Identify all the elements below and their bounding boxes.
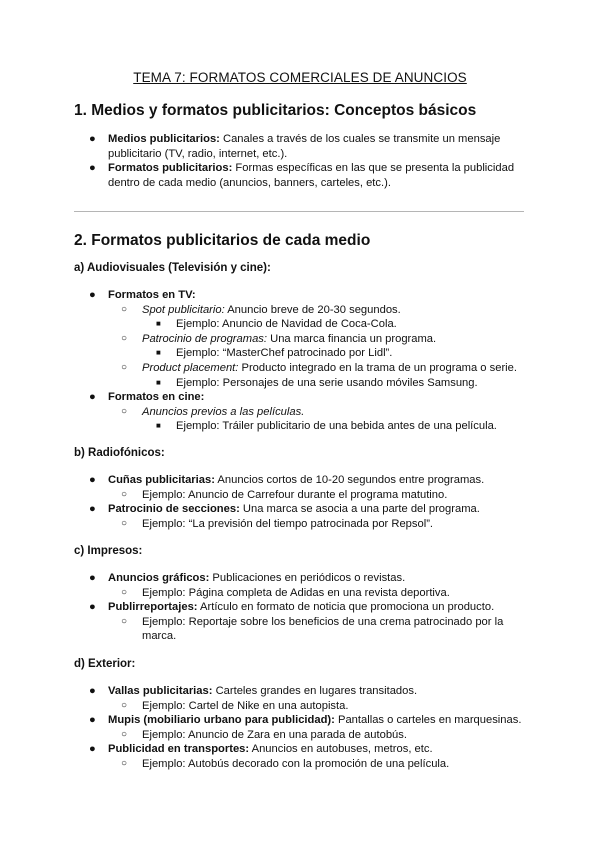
hollow-bullet-icon: ○: [121, 757, 128, 769]
subsection-b-list: [74, 473, 534, 531]
definition: Carteles grandes en lugares transitados.: [212, 685, 418, 697]
term: Medios publicitarios:: [108, 133, 220, 145]
example: Ejemplo: Autobús decorado con la promoción de una película.: [142, 757, 450, 770]
list-item: [74, 571, 514, 600]
list-item: [74, 684, 534, 713]
hollow-bullet-icon: ○: [121, 586, 128, 598]
term: Spot publicitario:: [142, 303, 225, 316]
list-item: [74, 288, 534, 390]
term: Patrocinio de programas:: [142, 332, 267, 345]
list-item: [108, 699, 534, 714]
example: Ejemplo: Personajes de una serie usando móviles Samsung.: [176, 376, 478, 389]
subsection-c-heading: c) Impresos:: [74, 545, 143, 557]
list-item: [74, 600, 514, 644]
bullet-icon: ●: [89, 572, 96, 584]
bullet-icon: ●: [89, 474, 96, 486]
list-item: [108, 405, 534, 434]
hollow-bullet-icon: ○: [121, 332, 128, 344]
section-1-heading: 1. Medios y formatos publicitarios: Conceptos básicos: [74, 102, 477, 119]
list-item: [142, 317, 534, 332]
definition: Producto integrado en la trama de un programa o serie.: [238, 361, 517, 374]
subsection-c-list: [74, 571, 514, 644]
list-item: [108, 517, 534, 532]
subsection-b-heading: b) Radiofónicos:: [74, 447, 165, 459]
hollow-bullet-icon: ○: [121, 303, 128, 315]
term: Formatos en cine:: [108, 391, 205, 404]
bullet-icon: ●: [89, 601, 96, 614]
list-item: [74, 473, 534, 502]
hollow-bullet-icon: ○: [121, 517, 128, 529]
subsection-d-heading: d) Exterior:: [74, 658, 136, 670]
term: Formatos en TV:: [108, 289, 196, 301]
bullet-icon: ●: [89, 162, 96, 175]
section-2-heading: 2. Formatos publicitarios de cada medio: [74, 232, 371, 249]
bullet-icon: ●: [89, 289, 96, 301]
definition: Formas específicas en las que se presenta la publicidad dentro de cada medio (anuncios, banners, carteles, etc.).: [108, 162, 515, 189]
term: Publicidad en transportes:: [108, 743, 250, 756]
definition: Anuncio breve de 20-30 segundos.: [224, 303, 401, 316]
definition: Una marca se asocia a una parte del programa.: [239, 503, 480, 516]
horizontal-divider: [74, 211, 524, 212]
bullet-icon: ●: [89, 133, 96, 145]
definition: Una marca financia un programa.: [267, 332, 437, 345]
definition: Publicaciones en periódicos o revistas.: [209, 572, 406, 584]
list-item: [74, 390, 534, 434]
example: Ejemplo: Anuncio de Carrefour durante el programa matutino.: [142, 488, 448, 501]
hollow-bullet-icon: ○: [121, 615, 128, 627]
document-title: TEMA 7: FORMATOS COMERCIALES DE ANUNCIOS: [133, 70, 467, 85]
list-item: [74, 502, 534, 531]
example: Ejemplo: Cartel de Nike en una autopista.: [142, 699, 349, 712]
term: Product placement:: [142, 361, 239, 374]
term: Patrocinio de secciones:: [108, 503, 240, 516]
list-item: [142, 419, 534, 434]
hollow-bullet-icon: ○: [121, 405, 128, 417]
definition: Canales a través de los cuales se transmite un mensaje publicitario (TV, radio, internet, etc.).: [108, 133, 501, 160]
list-item: [142, 376, 534, 391]
subsection-a-heading: a) Audiovisuales (Televisión y cine):: [74, 262, 271, 274]
definition: Anuncios cortos de 10-20 segundos entre programas.: [214, 474, 485, 486]
hollow-bullet-icon: ○: [121, 728, 128, 740]
definition: Anuncios en autobuses, metros, etc.: [249, 743, 433, 756]
bullet-icon: ●: [89, 743, 96, 756]
list-item: [108, 586, 514, 601]
example: Ejemplo: “La previsión del tiempo patrocinada por Repsol”.: [142, 517, 434, 530]
square-bullet-icon: ■: [156, 421, 161, 431]
example: Ejemplo: Tráiler publicitario de una bebida antes de una película.: [176, 420, 497, 433]
hollow-bullet-icon: ○: [121, 699, 128, 711]
example: Ejemplo: “MasterChef patrocinado por Lidl”.: [176, 347, 393, 360]
hollow-bullet-icon: ○: [121, 361, 128, 373]
list-item: [108, 332, 534, 361]
square-bullet-icon: ■: [156, 319, 161, 329]
definition: Pantallas o carteles en marquesinas.: [334, 714, 522, 727]
definition: Anuncios previos a las películas.: [142, 405, 305, 418]
list-item: [74, 132, 524, 161]
bullet-icon: ●: [89, 503, 96, 516]
list-item: [74, 742, 534, 771]
list-item: [108, 303, 534, 332]
square-bullet-icon: ■: [156, 377, 161, 387]
subsection-a-list: [74, 288, 534, 434]
term: Cuñas publicitarias:: [108, 474, 215, 486]
subsection-d-list: [74, 684, 534, 772]
list-item: [108, 361, 534, 390]
bullet-icon: ●: [89, 685, 96, 697]
bullet-icon: ●: [89, 391, 96, 404]
list-item: [108, 615, 514, 644]
hollow-bullet-icon: ○: [121, 488, 128, 500]
bullet-icon: ●: [89, 714, 96, 727]
list-item: [142, 346, 534, 361]
example: Ejemplo: Página completa de Adidas en una revista deportiva.: [142, 586, 450, 599]
term: Anuncios gráficos:: [108, 572, 210, 584]
example: Ejemplo: Reportaje sobre los beneficios de una crema patrocinado por la marca.: [142, 615, 504, 643]
section-1-list: [74, 132, 524, 190]
list-item: [108, 488, 534, 503]
term: Formatos publicitarios:: [108, 162, 233, 175]
definition: Artículo en formato de noticia que promociona un producto.: [197, 601, 495, 614]
term: Publirreportajes:: [108, 601, 198, 614]
list-item: [74, 161, 524, 190]
term: Vallas publicitarias:: [108, 685, 213, 697]
example: Ejemplo: Anuncio de Zara en una parada de autobús.: [142, 728, 407, 741]
list-item: [108, 757, 534, 772]
term: Mupis (mobiliario urbano para publicidad):: [108, 714, 335, 727]
example: Ejemplo: Anuncio de Navidad de Coca-Cola.: [176, 318, 397, 331]
square-bullet-icon: ■: [156, 348, 161, 358]
list-item: [74, 713, 534, 742]
list-item: [108, 728, 534, 743]
